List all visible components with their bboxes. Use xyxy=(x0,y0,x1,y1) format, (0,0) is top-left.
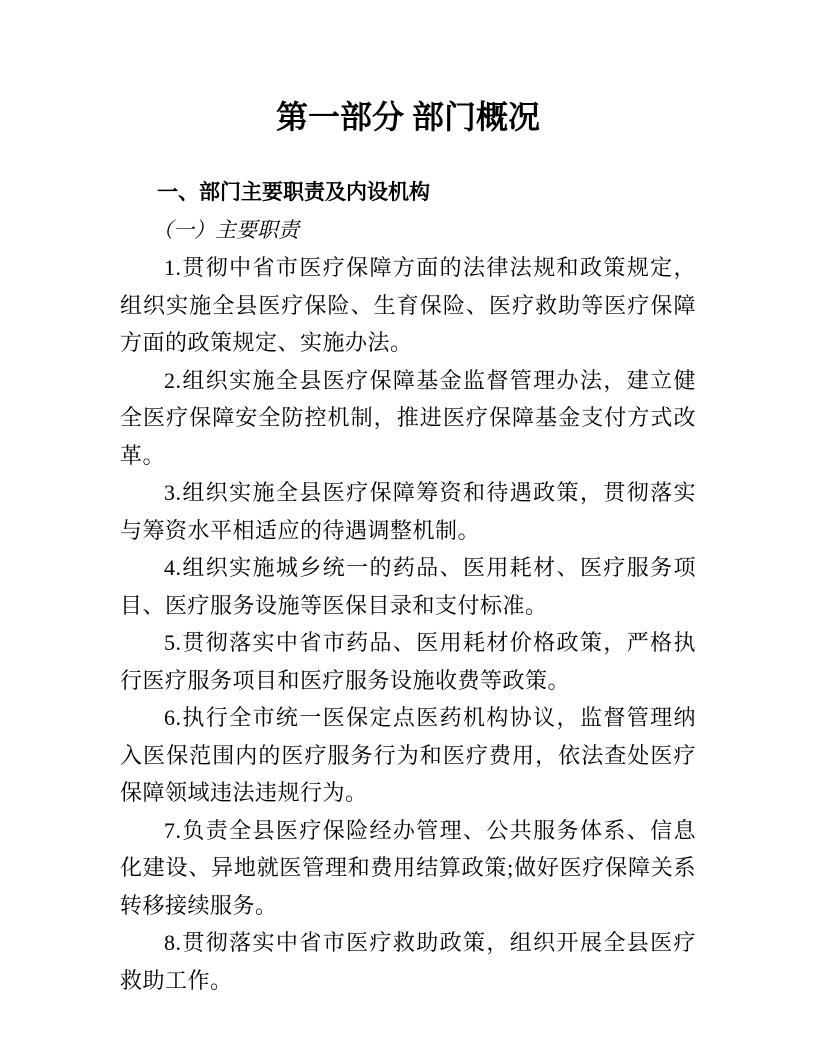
paragraph-duty-4: 4.组织实施城乡统一的药品、医用耗材、医疗服务项目、医疗服务设施等医保目录和支付标准。 xyxy=(120,555,696,618)
paragraph-duty-1: 1.贯彻中省市医疗保障方面的法律法规和政策规定，组织实施全县医疗保险、生育保险、医疗救助等医疗保障方面的政策规定、实施办法。 xyxy=(120,255,696,355)
paragraph-duty-2: 2.组织实施全县医疗保障基金监督管理办法，建立健全医疗保障安全防控机制，推进医疗保障基金支付方式改革。 xyxy=(120,367,696,468)
paragraph-duty-3: 3.组织实施全县医疗保障筹资和待遇政策，贯彻落实与筹资水平相适应的待遇调整机制。 xyxy=(120,480,696,543)
section-heading: 一、部门主要职责及内设机构 xyxy=(157,181,430,204)
paragraph-duty-7: 7.负责全县医疗保险经办管理、公共服务体系、信息化建设、异地就医管理和费用结算政策;做好医疗保障关系转移接续服务。 xyxy=(120,817,696,918)
paragraph-duty-5: 5.贯彻落实中省市药品、医用耗材价格政策，严格执行医疗服务项目和医疗服务设施收费等政策。 xyxy=(120,630,696,693)
paragraph-duty-8: 8.贯彻落实中省市医疗救助政策，组织开展全县医疗救助工作。 xyxy=(120,930,696,993)
paragraph-duty-6: 6.执行全市统一医保定点医药机构协议，监督管理纳入医保范围内的医疗服务行为和医疗费用，依法查处医疗保障领域违法违规行为。 xyxy=(120,705,696,805)
document-title: 第一部分 部门概况 xyxy=(275,99,540,135)
subsection-heading: （一）主要职责 xyxy=(152,217,299,242)
